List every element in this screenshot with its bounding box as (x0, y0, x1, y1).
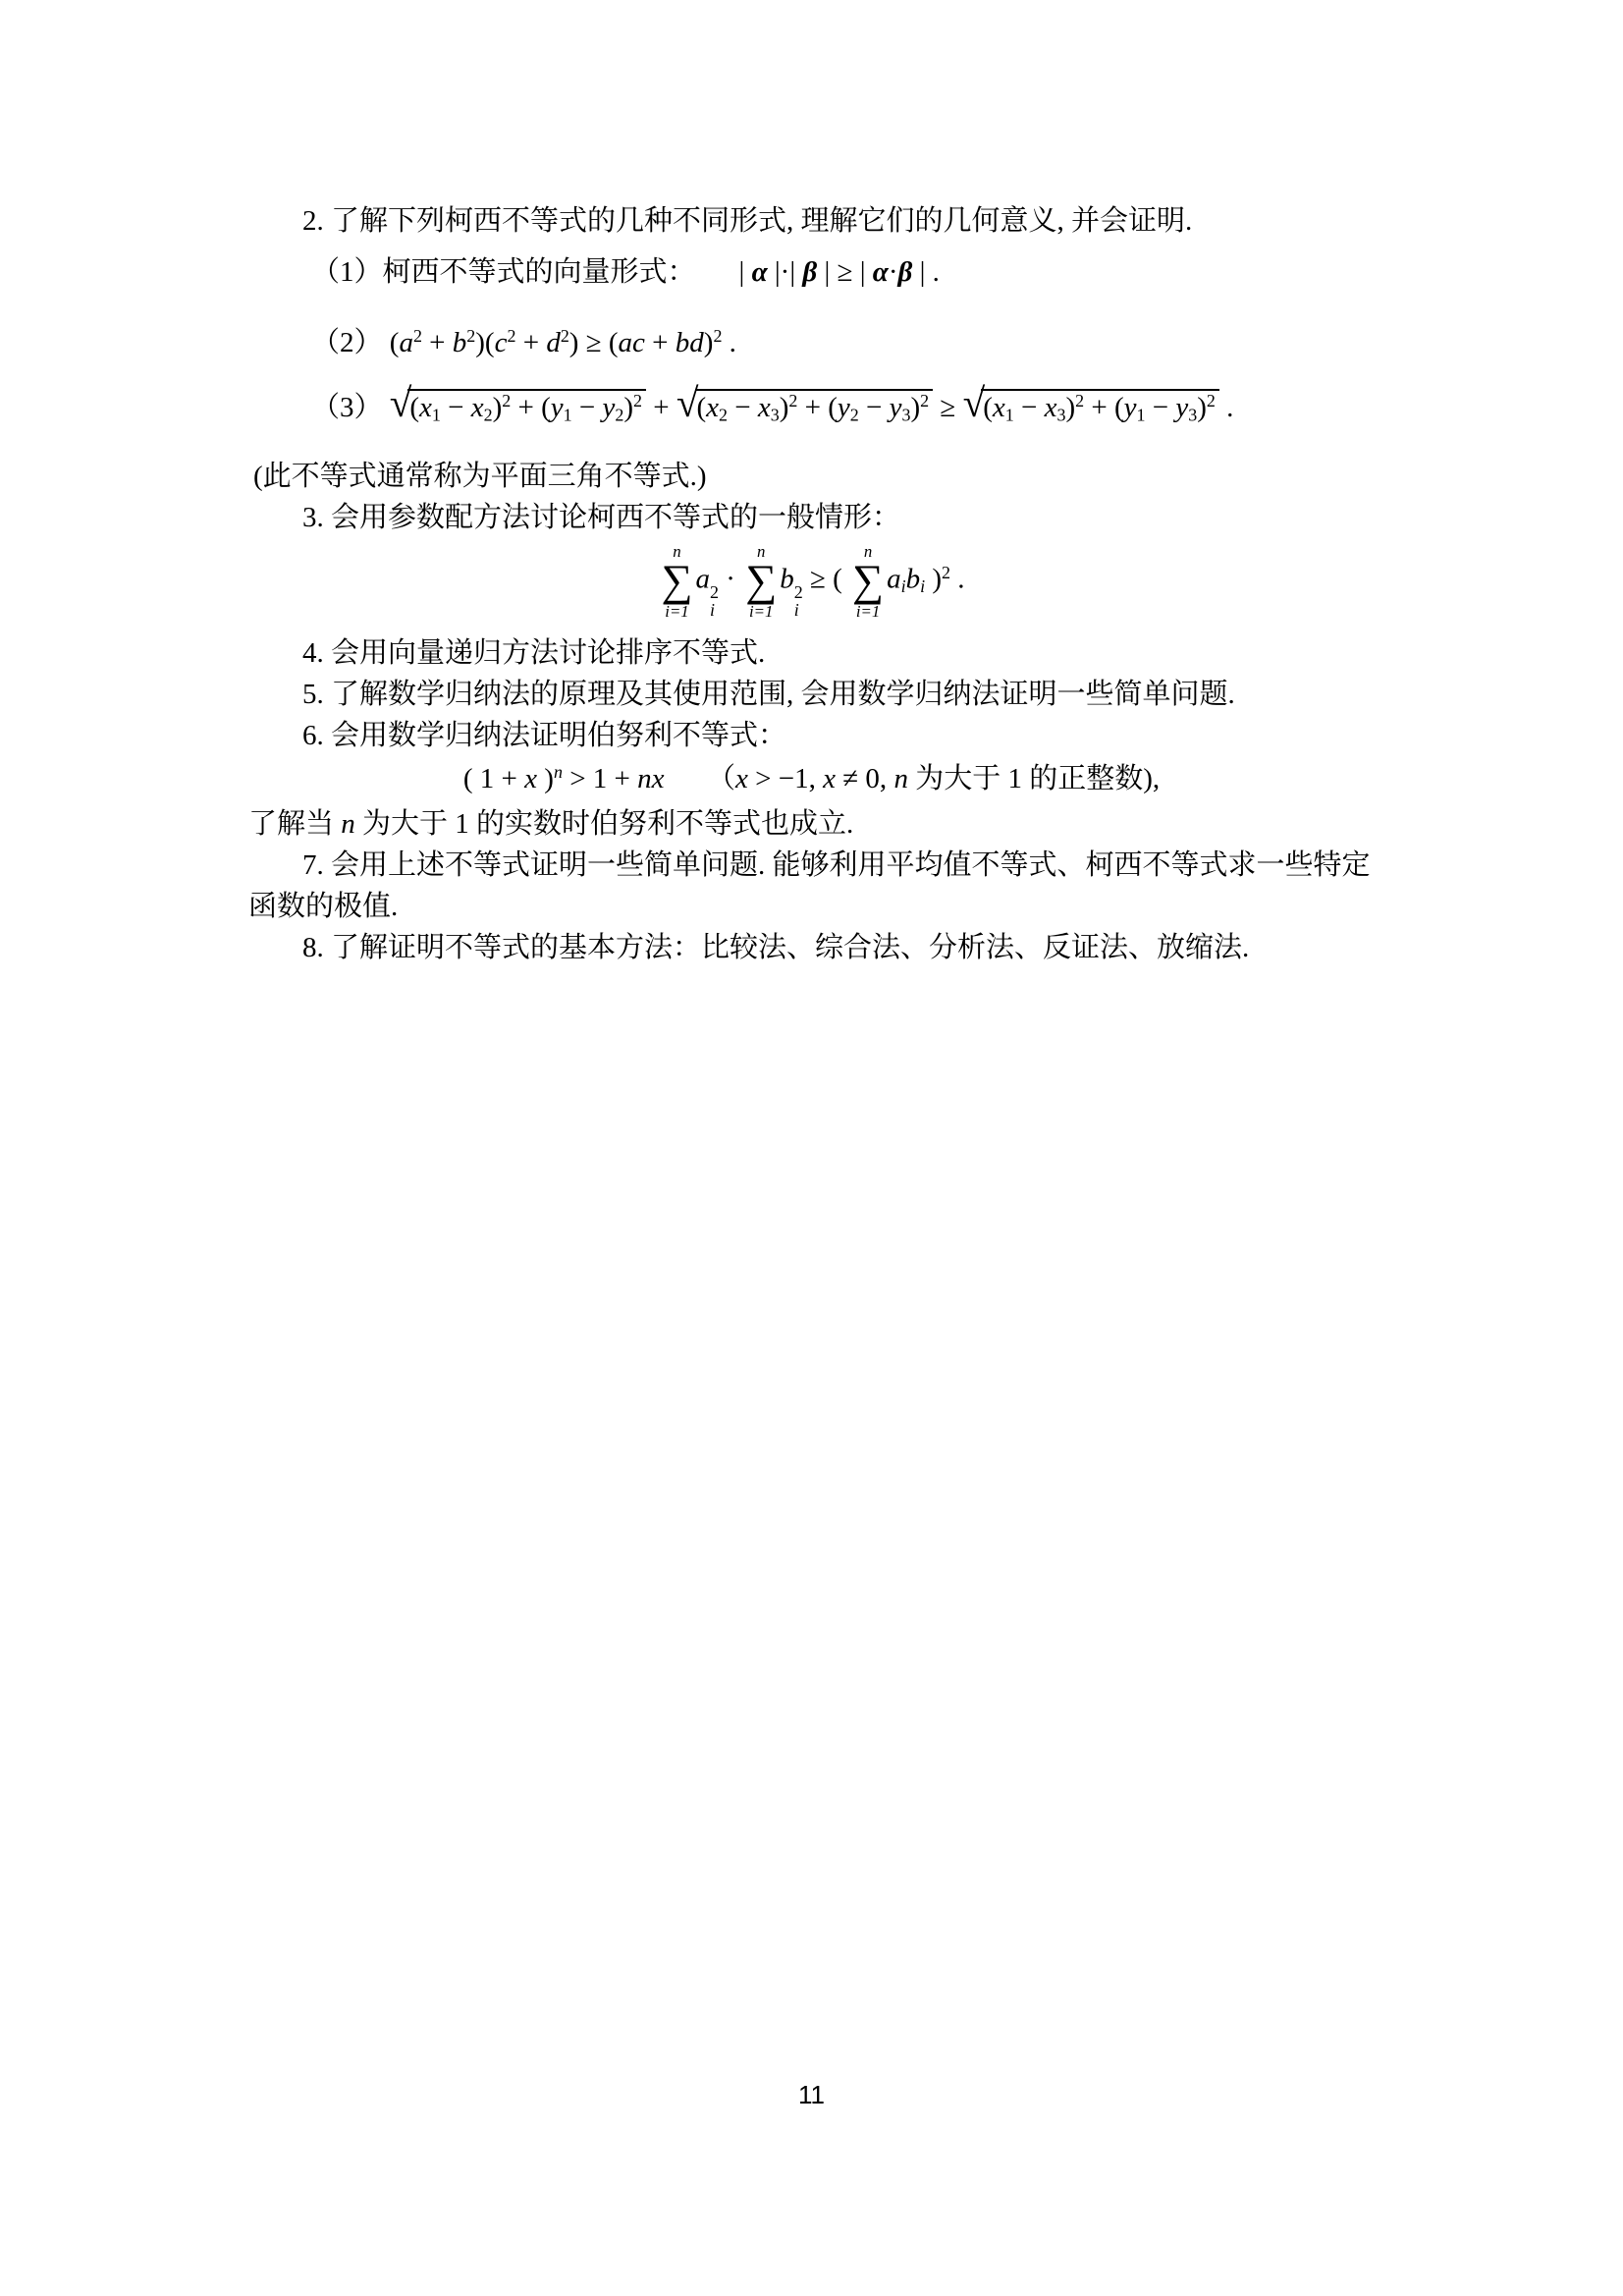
square-root: √ $(x_2 - x_3)^2 + (y_2 - y_3)^2$ (676, 383, 933, 424)
formula-cauchy-general-sum: n ∑ i=1 a 2 i · n ∑ i=1 b 2 i ≥ ( n ∑ i=1 $a_ib_i$ )$^2$ . (661, 542, 965, 621)
paragraph-item-3: 3. 会用参数配方法讨论柯西不等式的一般情形： (302, 502, 901, 533)
list-item-2-2-label: （2） (311, 327, 383, 358)
paragraph-item-8: 8. 了解证明不等式的基本方法：比较法、综合法、分析法、反证法、放缩法. (302, 932, 1250, 963)
page-number: 11 (798, 2080, 825, 2109)
summation-symbol: n ∑ i=1 (852, 542, 885, 621)
triangle-inequality-note: (此不等式通常称为平面三角不等式.) (253, 461, 707, 492)
paragraph-item-5: 5. 了解数学归纳法的原理及其使用范围, 会用数学归纳法证明一些简单问题. (302, 679, 1235, 710)
list-item-2-3-label: （3） (311, 392, 383, 423)
square-root: √ $(x_1 - x_2)^2 + (y_1 - y_2)^2$ (390, 383, 646, 424)
list-item-2-1 (311, 253, 940, 292)
formula-bernoulli: ( 1 + x )$^n$ > 1 + nx （x > −1, x ≠ 0, n 为大于 1 的正整数), (462, 762, 1161, 794)
square-root: √ $(x_1 - x_3)^2 + (y_1 - y_3)^2$ (963, 383, 1219, 424)
summation-symbol: n ∑ i=1 (745, 542, 778, 621)
formula-cauchy-algebraic: $(a^2 + b^2)(c^2 + d^2) \ge (ac + bd)^2$ . (389, 326, 736, 358)
paragraph-item-6: 6. 会用数学归纳法证明伯努利不等式： (302, 720, 787, 751)
paragraph-item-7-continuation: 函数的极值. (248, 891, 399, 922)
paragraph-item-4: 4. 会用向量递归方法讨论排序不等式. (302, 637, 766, 669)
summation-symbol: n ∑ i=1 (661, 542, 693, 621)
list-item-2-3 (311, 380, 1234, 427)
formula-cauchy-vector: | α |·| β | ≥ | α·β | . (738, 256, 940, 288)
bernoulli-note: 了解当 n 为大于 1 的实数时伯努利不等式也成立. (248, 808, 854, 840)
paragraph-item-2: 2. 了解下列柯西不等式的几种不同形式, 理解它们的几何意义, 并会证明. (302, 205, 1193, 237)
formula-cauchy-triangle: √ $(x_1 - x_2)^2 + (y_1 - y_2)^2$ + √ $(x_2 - x_3)^2 + (y_2 - y_3)^2$ ≥ √ $(x_1 - x_3)^2 + (y_1 - y_3)^2$ . (389, 380, 1234, 425)
list-item-2-1-label: （1）柯西不等式的向量形式： (311, 256, 696, 288)
paragraph-item-7: 7. 会用上述不等式证明一些简单问题. 能够利用平均值不等式、柯西不等式求一些特定 (302, 849, 1371, 881)
list-item-2-2 (311, 324, 736, 362)
